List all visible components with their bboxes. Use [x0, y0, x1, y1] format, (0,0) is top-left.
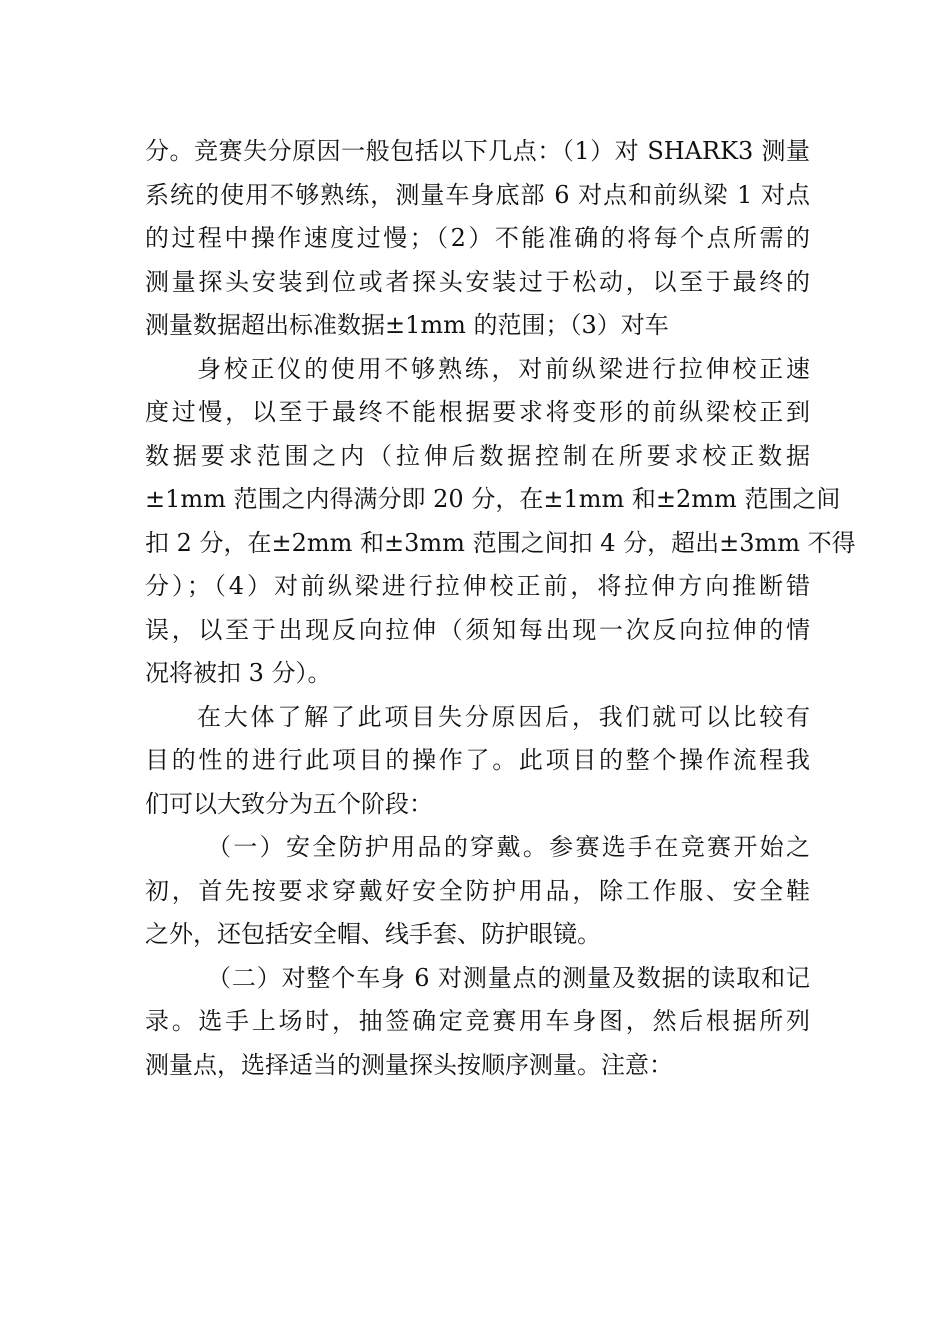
text-line: 度过慢，以至于最终不能根据要求将变形的前纵梁校正到 — [145, 398, 810, 426]
paragraph-scoring-reasons-continued — [145, 130, 810, 348]
text-line: 在大体了解了此项目失分原因后，我们就可以比较有 — [197, 702, 810, 731]
paragraph-corrector-usage — [145, 348, 856, 696]
text-line: 系统的使用不够熟练，测量车身底部 6 对点和前纵梁 1 对点 — [145, 180, 810, 209]
text-line: 测量探头安装到位或者探头安装过于松动，以至于最终的 — [145, 267, 810, 296]
text-line: 录。选手上场时，抽签确定竞赛用车身图，然后根据所列 — [145, 1007, 810, 1035]
text-line: ±1mm 范围之内得满分即 20 分，在±1mm 和±2mm 范围之间 — [145, 485, 841, 513]
text-line: 测量点，选择适当的测量探头按顺序测量。注意： — [145, 1050, 673, 1079]
text-line: 的过程中操作速度过慢；（2）不能准确的将每个点所需的 — [145, 224, 810, 252]
text-line: 初，首先按要求穿戴好安全防护用品，除工作服、安全鞋 — [145, 876, 810, 905]
text-line: 误，以至于出现反向拉伸（须知每出现一次反向拉伸的情 — [145, 615, 810, 644]
text-line: 之外，还包括安全帽、线手套、防护眼镜。 — [145, 920, 601, 948]
paragraph-stage-one — [145, 826, 810, 957]
text-line: 测量数据超出标准数据±1mm 的范围；（3）对车 — [145, 311, 669, 339]
text-line: 们可以大致分为五个阶段： — [145, 789, 433, 818]
document-body — [145, 130, 856, 1087]
text-line: 身校正仪的使用不够熟练，对前纵梁进行拉伸校正速 — [197, 354, 810, 383]
text-line: 况将被扣 3 分）。 — [145, 659, 332, 687]
text-line: （一）安全防护用品的穿戴。参赛选手在竞赛开始之 — [207, 833, 810, 861]
text-line: 数据要求范围之内（拉伸后数据控制在所要求校正数据 — [145, 441, 810, 470]
paragraph-process-overview — [145, 696, 810, 827]
text-line: 目的性的进行此项目的操作了。此项目的整个操作流程我 — [145, 746, 810, 774]
text-line: 扣 2 分，在±2mm 和±3mm 范围之间扣 4 分，超出±3mm 不得 — [145, 528, 856, 557]
text-line: 分）；（4）对前纵梁进行拉伸校正前，将拉伸方向推断错 — [145, 572, 810, 600]
text-line: （二）对整个车身 6 对测量点的测量及数据的读取和记 — [207, 963, 810, 992]
text-line: 分。竞赛失分原因一般包括以下几点：（1）对 SHARK3 测量 — [145, 137, 810, 165]
paragraph-stage-two — [145, 957, 810, 1088]
